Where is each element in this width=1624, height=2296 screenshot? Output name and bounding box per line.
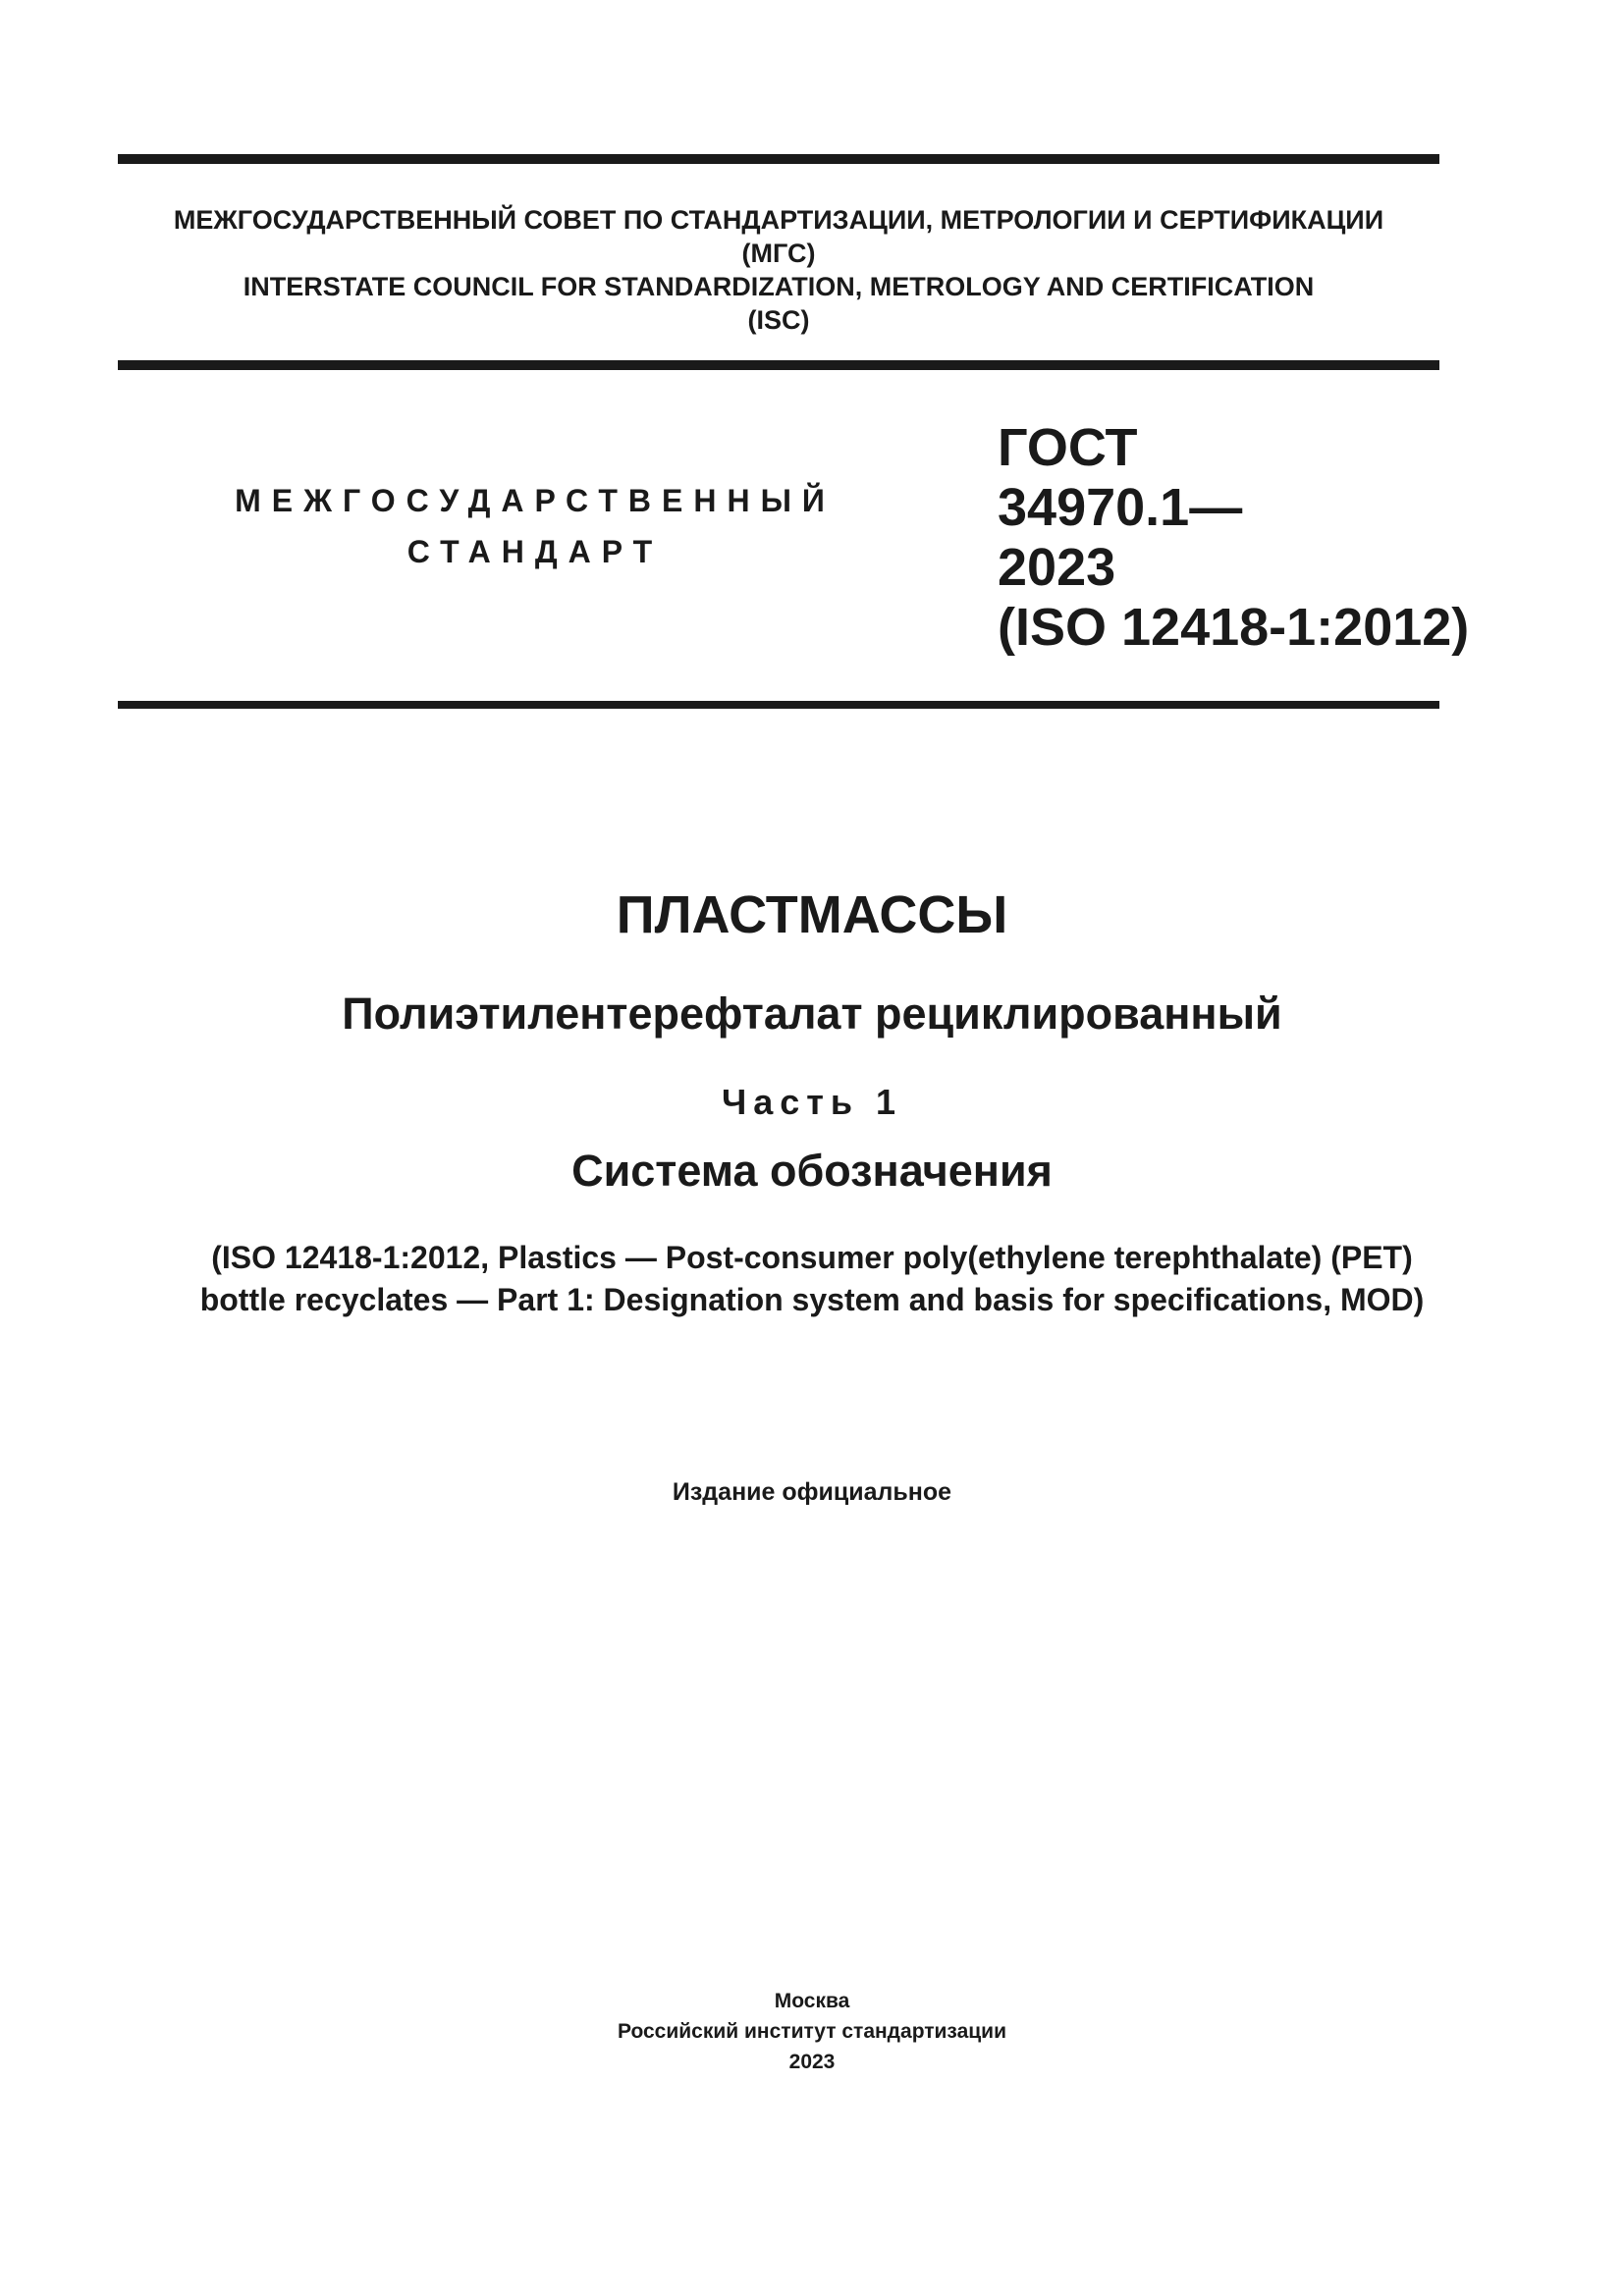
council-header [118,203,1439,337]
part-label: Часть 1 [721,1082,903,1122]
designation-iso: (ISO 12418-1:2012) [998,598,1470,657]
imprint [0,1986,1624,2077]
council-name-en: INTERSTATE COUNCIL FOR STANDARDIZATION, METROLOGY AND CERTIFICATION [243,272,1315,301]
designation-number: 34970.1— [998,478,1243,537]
standard-kind-line2: СТАНДАРТ [406,534,664,569]
top-rule [118,154,1439,164]
main-title: ПЛАСТМАССЫ [616,885,1008,944]
subtitle: Полиэтилентерефталат рециклированный [342,988,1282,1039]
imprint-year: 2023 [788,2051,836,2073]
council-rule [118,360,1439,370]
part-title: Система обозначения [571,1146,1053,1196]
standard-kind [177,475,893,577]
iso-reference-line1: (ISO 12418-1:2012, Plastics — Post-consumer poly(ethylene terephthalate) (PET) [211,1240,1413,1275]
council-abbr-en: (ISC) [747,305,810,335]
iso-reference-line2: bottle recyclates — Part 1: Designation system and basis for specifications, MOD) [199,1282,1425,1317]
imprint-publisher: Российский институт стандартизации [617,2020,1007,2043]
council-name-ru: МЕЖГОСУДАРСТВЕННЫЙ СОВЕТ ПО СТАНДАРТИЗАЦИИ, МЕТРОЛОГИИ И СЕРТИФИКАЦИИ [173,205,1384,235]
standard-designation [998,418,1469,658]
designation-year: 2023 [998,538,1116,597]
standard-kind-line1: МЕЖГОСУДАРСТВЕННЫЙ [235,483,836,518]
designation-rule [118,701,1439,709]
council-abbr-ru: (МГС) [741,239,816,268]
designation-prefix: ГОСТ [998,418,1138,477]
iso-reference [0,1237,1624,1321]
edition-note: Издание официальное [672,1478,952,1506]
imprint-city: Москва [774,1990,850,2012]
